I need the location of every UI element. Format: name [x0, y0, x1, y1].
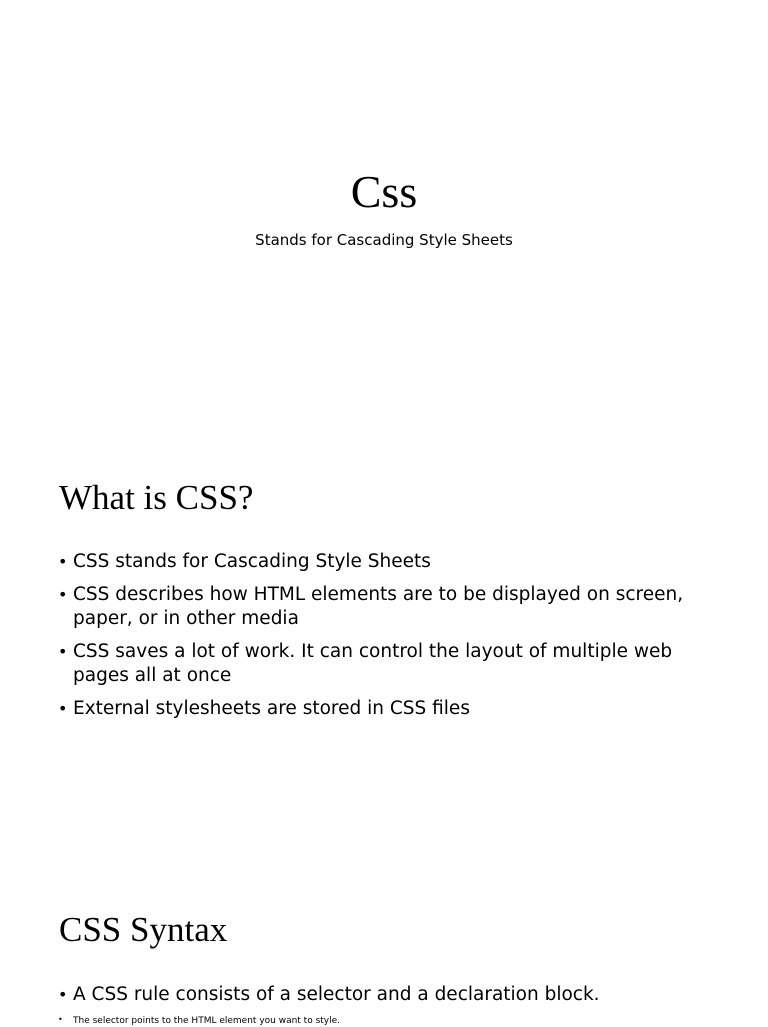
bullet-item	[58, 550, 718, 574]
title-slide	[0, 0, 768, 432]
bullet-item	[58, 697, 718, 721]
slide-subtitle: Stands for Cascading Style Sheets	[255, 231, 513, 249]
bullet-item	[58, 583, 718, 631]
bullet-icon: •	[58, 985, 68, 1004]
bullet-icon: •	[58, 1015, 63, 1024]
what-is-css-slide	[0, 432, 768, 864]
bullet-item	[58, 983, 718, 1007]
slide-heading: What is CSS?	[59, 478, 254, 517]
bullet-text: CSS describes how HTML elements are to be displayed on screen, paper, or in other media	[73, 584, 684, 629]
bullet-list	[58, 550, 718, 730]
sub-bullet-list	[58, 1015, 718, 1027]
bullet-icon: •	[58, 552, 68, 571]
css-syntax-slide	[0, 864, 768, 1024]
slide-heading: CSS Syntax	[59, 910, 228, 949]
slide-title: Css	[350, 166, 418, 217]
bullet-list	[58, 983, 718, 1016]
bullet-icon: •	[58, 699, 68, 718]
sub-bullet-item	[58, 1015, 718, 1027]
bullet-item	[58, 640, 718, 688]
bullet-icon: •	[58, 642, 68, 661]
sub-bullet-text: The selector points to the HTML element you want to style.	[73, 1016, 341, 1026]
bullet-text: CSS saves a lot of work. It can control the layout of multiple web pages all at once	[73, 641, 673, 686]
bullet-text: CSS stands for Cascading Style Sheets	[73, 551, 431, 572]
bullet-text: External stylesheets are stored in CSS files	[73, 698, 470, 719]
bullet-icon: •	[58, 585, 68, 604]
bullet-text: A CSS rule consists of a selector and a declaration block.	[73, 984, 600, 1005]
